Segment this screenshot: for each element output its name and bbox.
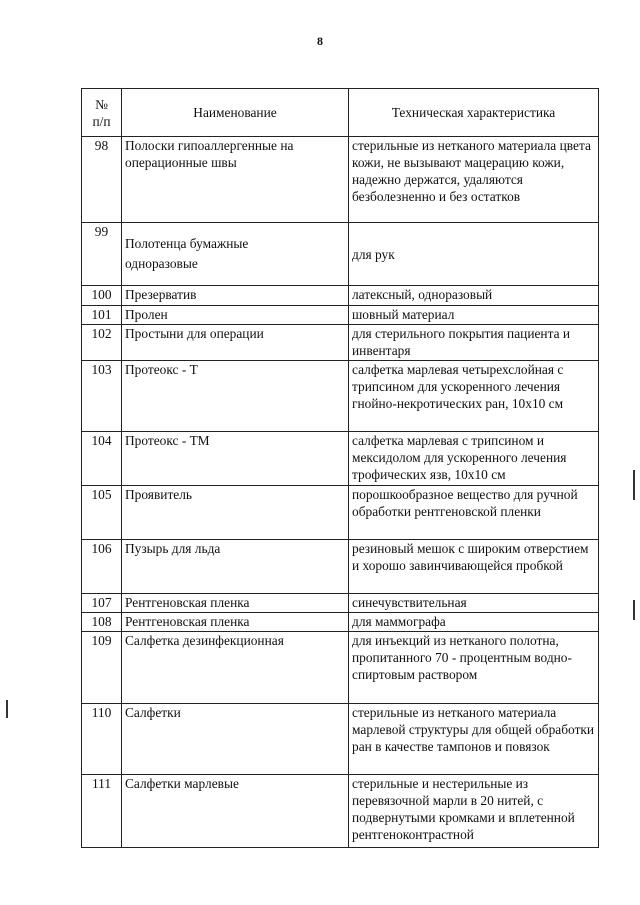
row-name: Салфетки марлевые [122,775,349,848]
row-name-line: Полотенца бумажные [125,236,249,251]
header-name: Наименование [122,89,349,137]
row-name: Салфетка дезинфекционная [122,632,349,704]
row-name-line: одноразовые [125,256,198,271]
header-number-symbol: № [95,96,108,112]
table-row [82,223,599,286]
row-name: Рентгеновская пленка [122,594,349,613]
table-row [82,540,599,594]
scan-edge-mark [6,700,8,718]
row-name: Рентгеновская пленка [122,613,349,632]
row-number: 103 [82,361,122,432]
row-name: Салфетки [122,704,349,775]
row-number: 99 [82,223,122,286]
row-name: Пролен [122,306,349,325]
row-characteristic: для маммографа [349,613,599,632]
row-number: 106 [82,540,122,594]
table-row [82,775,599,848]
row-characteristic: для стерильного покрытия пациента и инвентаря [349,325,599,361]
row-number: 98 [82,137,122,223]
row-number: 107 [82,594,122,613]
header-number-abbrev: п/п [92,113,111,129]
row-number: 102 [82,325,122,361]
row-number: 105 [82,486,122,540]
row-characteristic: стерильные и нестерильные из перевязочной марли в 20 нитей, с подвернутыми кромками и вплетенной рентгеноконтрастной [349,775,599,848]
row-characteristic: для рук [349,223,599,286]
row-number: 104 [82,432,122,486]
row-number: 109 [82,632,122,704]
row-characteristic: салфетка марлевая четырехслойная с трипсином для ускоренного лечения гнойно-некротических ран, 10х10 см [349,361,599,432]
table-row [82,486,599,540]
row-characteristic: резиновый мешок с широким отверстием и хорошо завинчивающейся пробкой [349,540,599,594]
row-characteristic: стерильные из нетканого материала цвета кожи, не вызывают мацерацию кожи, надежно держатся, удаляются безболезненно и без остатков [349,137,599,223]
row-name [122,223,349,286]
row-name: Протеокс - Т [122,361,349,432]
table-row [82,306,599,325]
row-number: 101 [82,306,122,325]
table-row [82,137,599,223]
table-row [82,361,599,432]
header-characteristic: Техническая характеристика [349,89,599,137]
row-name: Проявитель [122,486,349,540]
table-header-row [82,89,599,137]
supplies-table [81,88,599,848]
scan-edge-mark [633,470,635,500]
table-row [82,594,599,613]
row-name: Простыни для операции [122,325,349,361]
row-characteristic: шовный материал [349,306,599,325]
table-row [82,432,599,486]
table-row [82,704,599,775]
row-name: Презерватив [122,286,349,306]
row-name: Пузырь для льда [122,540,349,594]
row-characteristic: синечувствительная [349,594,599,613]
page-number: 8 [317,34,323,48]
row-name: Протеокс - ТМ [122,432,349,486]
table-row [82,286,599,306]
row-number: 110 [82,704,122,775]
row-name: Полоски гипоаллергенные на операционные швы [122,137,349,223]
table-row [82,632,599,704]
row-number: 111 [82,775,122,848]
scan-edge-mark [633,600,635,620]
table-row [82,613,599,632]
table-row [82,325,599,361]
row-characteristic: латексный, одноразовый [349,286,599,306]
header-number [82,89,122,137]
row-characteristic: салфетка марлевая с трипсином и мексидолом для ускоренного лечения трофических язв, 10х10 см [349,432,599,486]
row-characteristic: порошкообразное вещество для ручной обработки рентгеновской пленки [349,486,599,540]
row-number: 100 [82,286,122,306]
row-number: 108 [82,613,122,632]
row-characteristic: для инъекций из нетканого полотна, пропитанного 70 - процентным водно-спиртовым раствором [349,632,599,704]
row-characteristic: стерильные из нетканого материала марлевой структуры для общей обработки ран в качестве тампонов и повязок [349,704,599,775]
